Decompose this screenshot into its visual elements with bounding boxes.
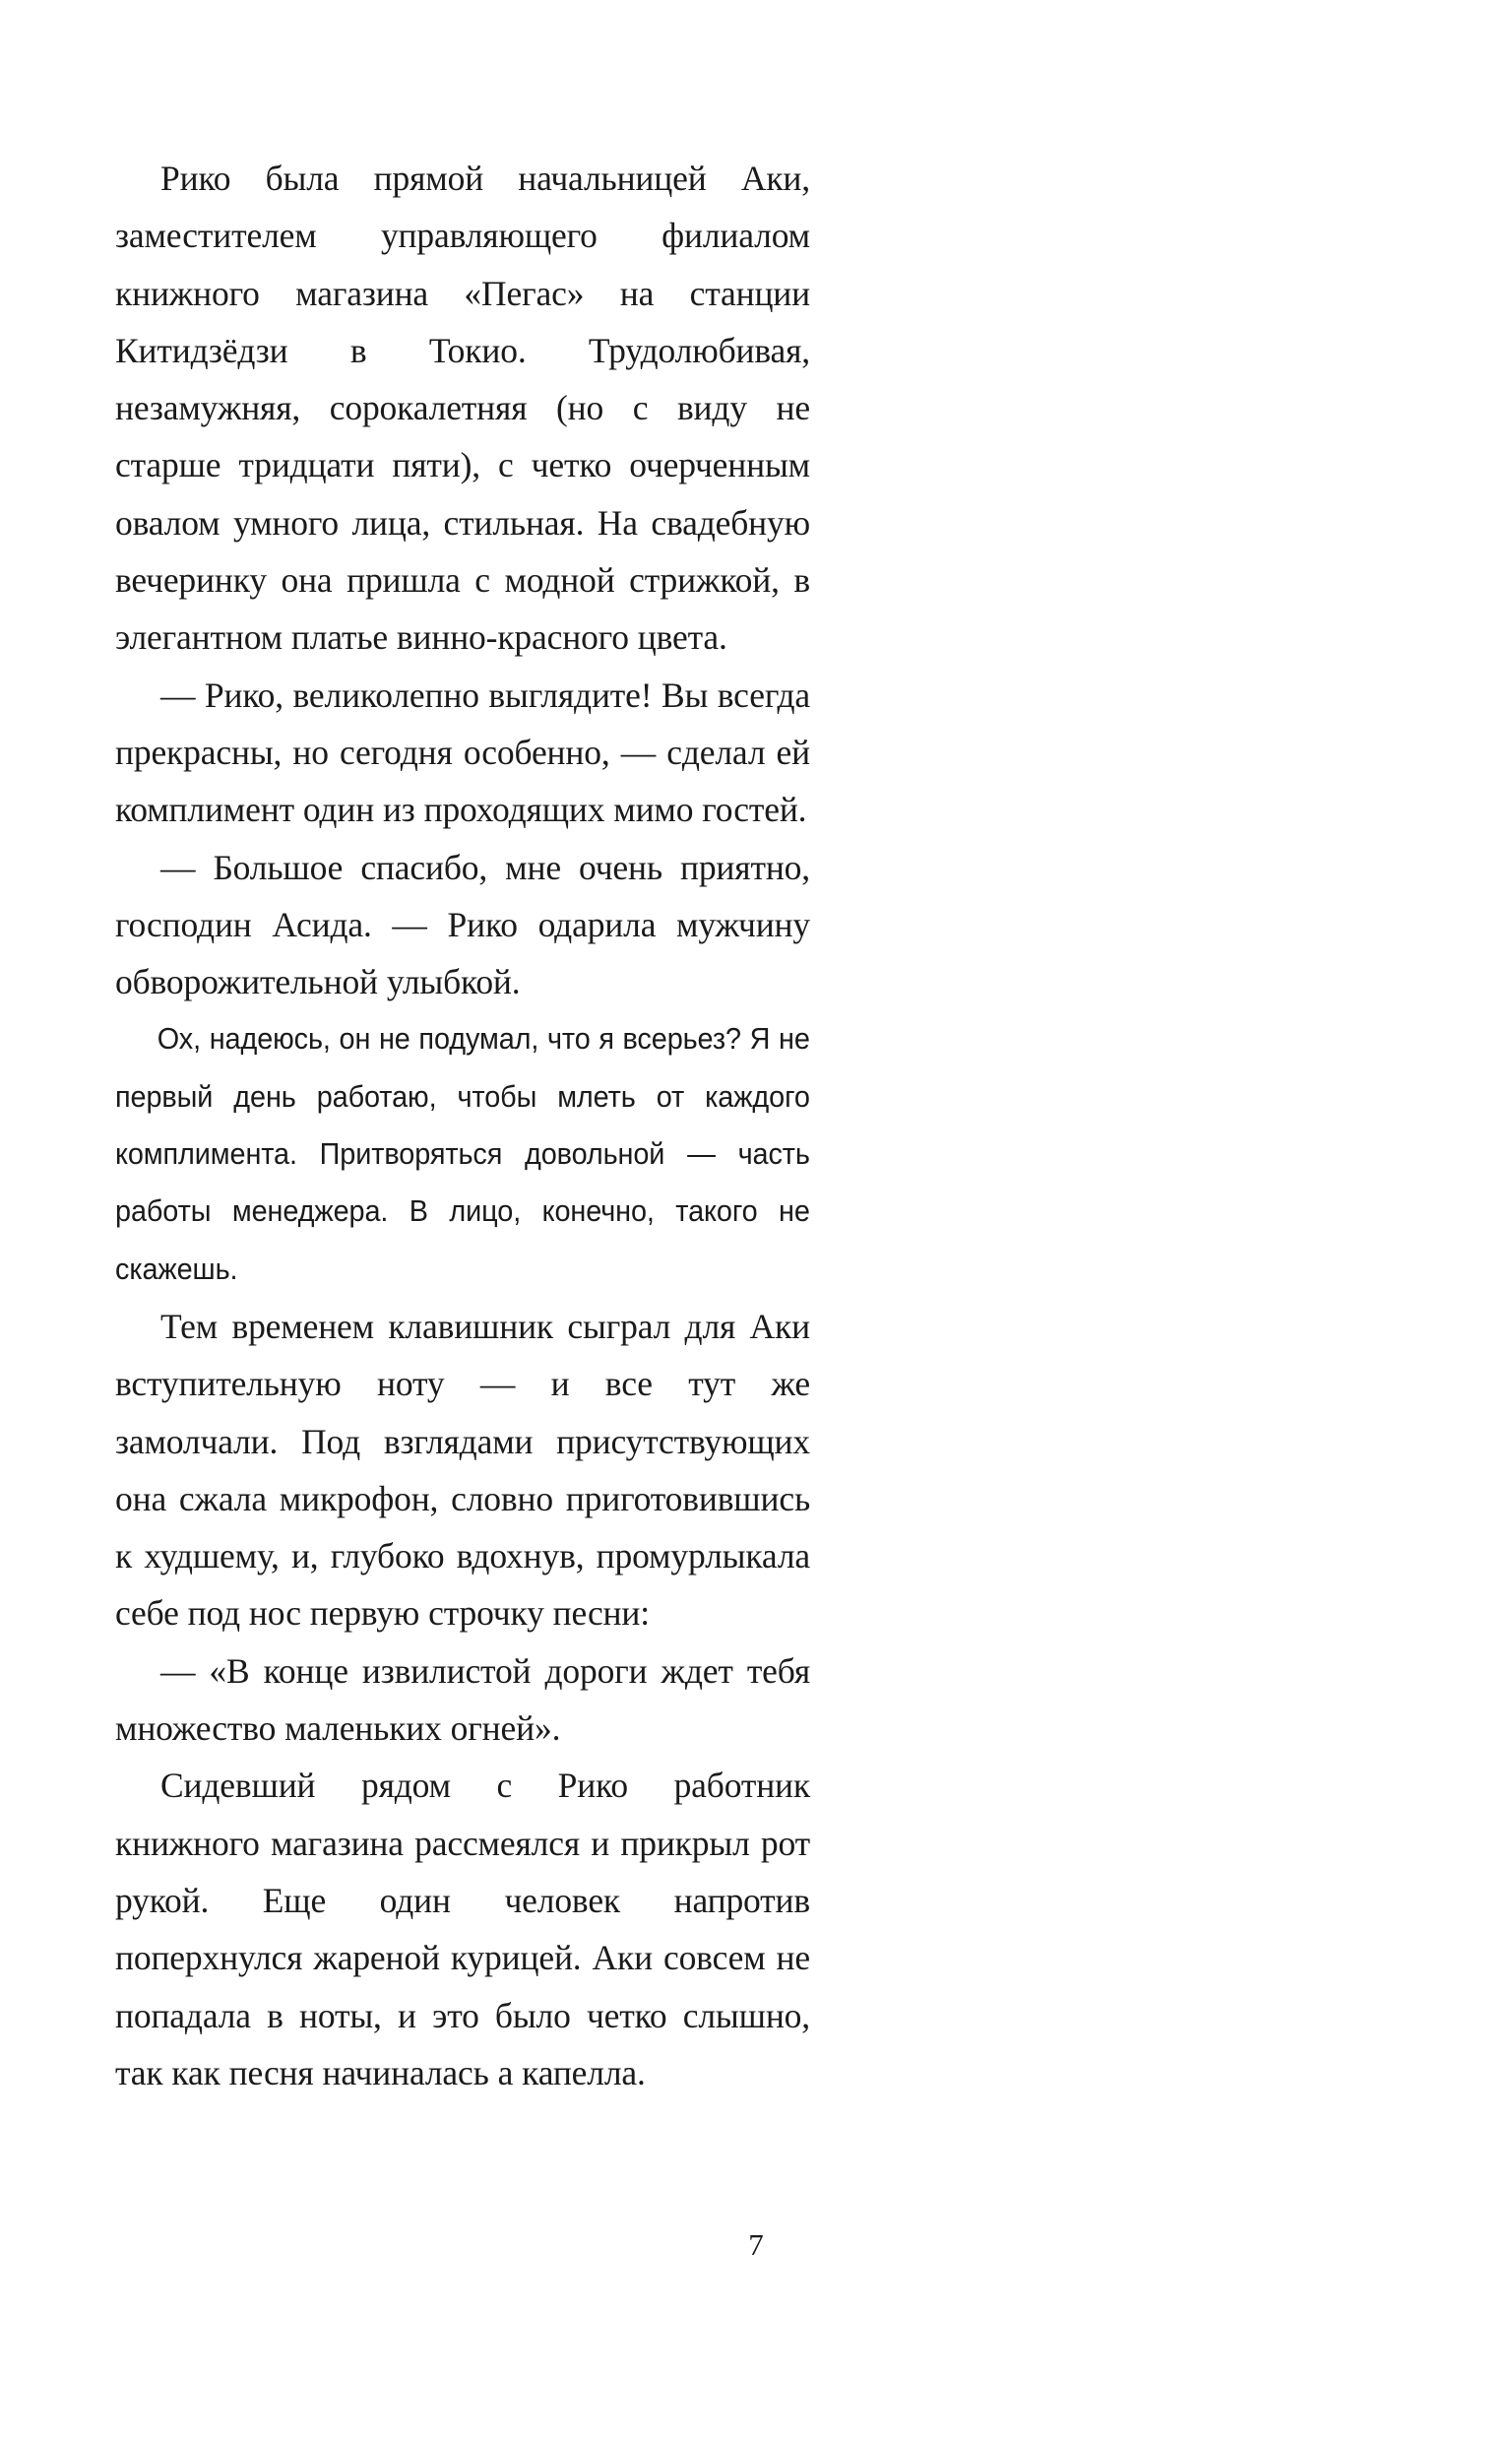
- paragraph-narration-1: Рико была прямой начальницей Аки, заместителем управляющего филиалом книжного магазина «Пегас» на станции Китидзёдзи в Токио. Трудолюбивая, незамужняя, сорокалетняя (но с виду не старше тридцати пяти), с четко очерченным овалом умного лица, стильная. На свадебную вечеринку она пришла с модной стрижкой, в элегантном платье винно-красного цвета.: [115, 159, 810, 658]
- paragraph-dialogue-compliment: — Рико, великолепно выглядите! Вы всегда прекрасны, но сегодня особенно, — сделал ей комплимент один из проходящих мимо гостей.: [115, 675, 810, 830]
- page-text-block: [115, 150, 810, 2101]
- paragraph-dialogue-reply: — Большое спасибо, мне очень приятно, господин Асида. — Рико одарила мужчину обворожительной улыбкой.: [115, 847, 810, 1002]
- paragraph-inner-monologue: Ох, надеюсь, он не подумал, что я всерьез? Я не первый день работаю, чтобы млеть от каждого комплимента. Притворяться довольной — часть работы менеджера. В лицо, конечно, такого не скажешь.: [115, 1021, 810, 1286]
- page-number: 7: [748, 2227, 764, 2262]
- paragraph-song-lyric: — «В конце извилистой дороги ждет тебя множество маленьких огней».: [115, 1650, 810, 1749]
- paragraph-narration-performance: Тем временем клавишник сыграл для Аки вступительную ноту — и все тут же замолчали. Под взглядами присутствующих она сжала микрофон, словно приготовившись к худшему, и, глубоко вдохнув, промурлыкала себе под нос первую строчку песни:: [115, 1306, 810, 1634]
- paragraph-narration-reaction: Сидевший рядом с Рико работник книжного магазина рассмеялся и прикрыл рот рукой. Еще один человек напротив поперхнулся жареной курицей. Аки совсем не попадала в ноты, и это было четко слышно, так как песня начиналась а капелла.: [115, 1766, 810, 2092]
